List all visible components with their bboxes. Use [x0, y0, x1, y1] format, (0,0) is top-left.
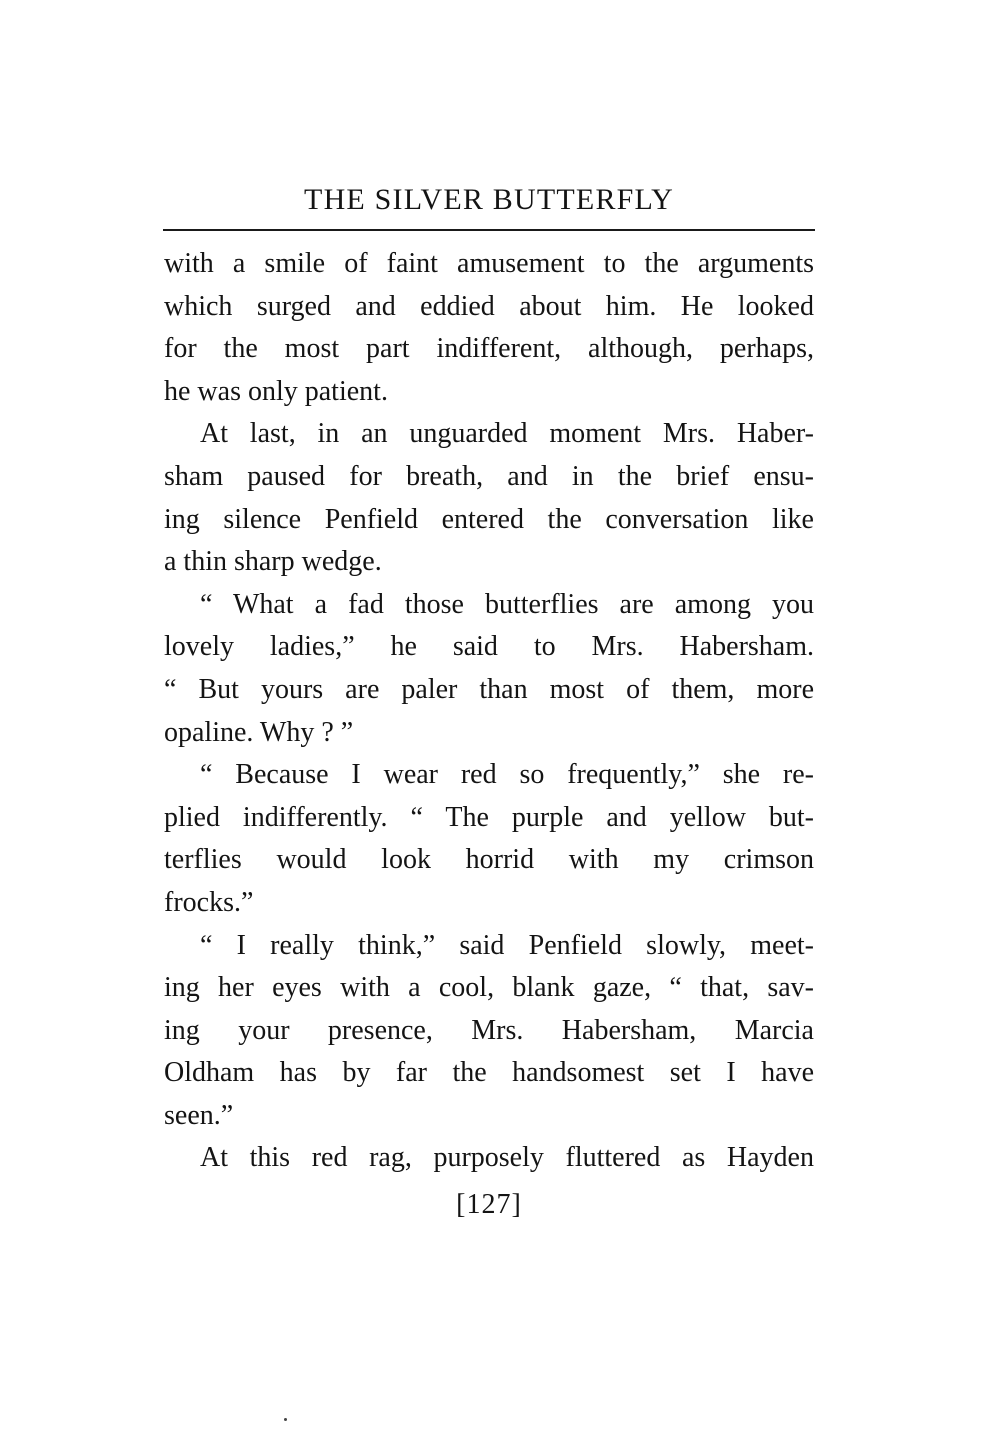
text-line: ing her eyes with a cool, blank gaze, “ that, sav-	[164, 972, 814, 1004]
text-line: terflies would look horrid with my crimson	[164, 844, 814, 876]
text-line: “ Because I wear red so frequently,” she re-	[200, 759, 814, 791]
paragraph-4	[164, 754, 814, 924]
text-line: “ What a fad those butterflies are among you	[200, 588, 814, 620]
body-text	[164, 243, 814, 1180]
text-line: seen.”	[164, 1099, 234, 1131]
text-line: At last, in an unguarded moment Mrs. Haber-	[200, 418, 814, 450]
text-line: which surged and eddied about him. He looked	[164, 290, 814, 322]
text-line: lovely ladies,” he said to Mrs. Habersham.	[164, 631, 814, 663]
text-line: a thin sharp wedge.	[164, 546, 382, 578]
paragraph-5	[164, 925, 814, 1138]
running-title: THE SILVER BUTTERFLY	[304, 183, 674, 216]
paragraph-1	[164, 243, 814, 413]
text-line: “ I really think,” said Penfield slowly, meet-	[200, 929, 814, 961]
text-line: ing silence Penfield entered the conversation like	[164, 503, 814, 535]
text-line: frocks.”	[164, 886, 254, 918]
text-line: he was only patient.	[164, 375, 388, 407]
page-number: [127]	[456, 1189, 522, 1220]
text-line: Oldham has by far the handsomest set I have	[164, 1057, 814, 1089]
text-line: sham paused for breath, and in the brief ensu-	[164, 460, 814, 492]
header-rule	[163, 229, 815, 231]
text-line: At this red rag, purposely fluttered as Hayden	[200, 1142, 814, 1174]
text-line: for the most part indifferent, although, perhaps,	[164, 333, 814, 365]
paragraph-2	[164, 413, 814, 583]
text-line: ing your presence, Mrs. Habersham, Marcia	[164, 1014, 814, 1046]
paper-speck	[284, 1418, 287, 1421]
text-line: “ But yours are paler than most of them, more	[164, 673, 814, 705]
text-line: plied indifferently. “ The purple and yellow but-	[164, 801, 814, 833]
text-line: opaline. Why ? ”	[164, 716, 354, 748]
text-line: with a smile of faint amusement to the arguments	[164, 248, 814, 279]
paragraph-3	[164, 584, 814, 754]
paragraph-6	[164, 1137, 814, 1180]
